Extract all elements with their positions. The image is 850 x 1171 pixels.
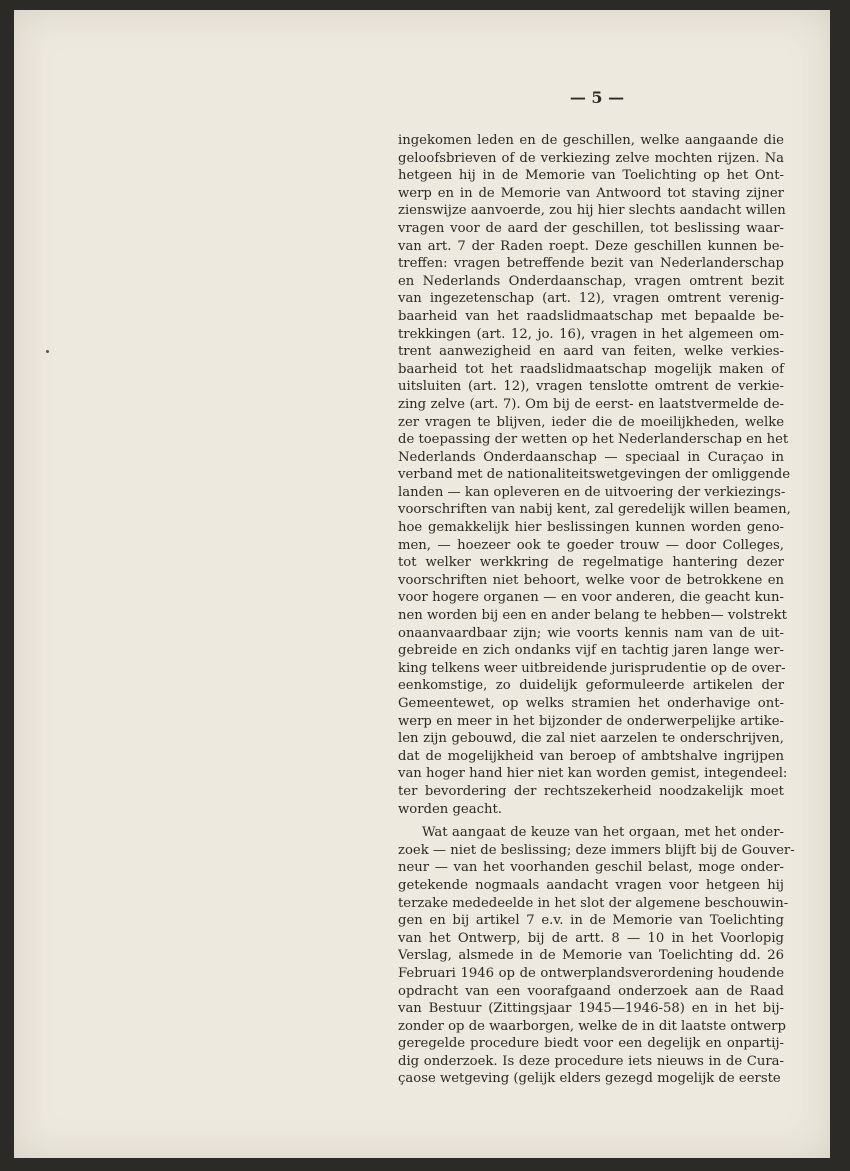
text-line: king telkens weer uitbreidende jurisprudentie op de over-: [398, 660, 786, 676]
body-text: [398, 132, 795, 1088]
text-line: van hoger hand hier niet kan worden gemist, integendeel:: [398, 766, 788, 782]
text-line: gebreide en zich ondanks vijf en tachtig jaren lange wer-: [398, 643, 784, 659]
text-line: van art. 7 der Raden roept. Deze geschillen kunnen be-: [398, 238, 784, 254]
text-line: zoek — niet de beslissing; deze immers blijft bij de Gouver-: [398, 842, 795, 858]
text-line: çaose wetgeving (gelijk elders gezegd mogelijk de eerste: [398, 1071, 781, 1087]
text-line: neur — van het voorhanden geschil belast, moge onder-: [398, 860, 784, 876]
text-line: uitsluiten (art. 12), vragen tenslotte omtrent de verkie-: [398, 379, 784, 395]
margin-dot: [46, 350, 49, 353]
text-line: zing zelve (art. 7). Om bij de eerst- en laatstvermelde de-: [398, 396, 784, 412]
text-line: eenkomstige, zo duidelijk geformuleerde artikelen der: [398, 678, 784, 694]
text-line: voor hogere organen — en voor anderen, die geacht kun-: [398, 590, 784, 606]
text-line: trekkingen (art. 12, jo. 16), vragen in het algemeen om-: [398, 326, 784, 342]
text-line: van ingezetenschap (art. 12), vragen omtrent verenig-: [398, 291, 784, 307]
text-line: werp en meer in het bijzonder de onderwerpelijke artike-: [398, 713, 784, 729]
text-line: opdracht van een voorafgaand onderzoek aan de Raad: [398, 983, 784, 999]
text-line: men, — hoezeer ook te goeder trouw — door Colleges,: [398, 537, 784, 553]
text-line: landen — kan opleveren en de uitvoering der verkiezings-: [398, 484, 786, 500]
text-line: voorschriften niet behoort, welke voor de betrokkene en: [398, 572, 784, 588]
text-line: onaanvaardbaar zijn; wie voorts kennis nam van de uit-: [398, 625, 784, 641]
text-line: verband met de nationaliteitswetgevingen der omliggende: [398, 467, 790, 483]
text-line: terzake mededeelde in het slot der algemene beschouwin-: [398, 895, 789, 911]
text-line: geloofsbrieven of de verkiezing zelve mochten rijzen. Na: [398, 150, 784, 166]
text-line: voorschriften van nabij kent, zal geredelijk willen beamen,: [398, 502, 791, 518]
text-line: dig onderzoek. Is deze procedure iets nieuws in de Cura-: [398, 1053, 784, 1069]
text-line: en Nederlands Onderdaanschap, vragen omtrent bezit: [398, 273, 784, 289]
text-line: nen worden bij een en ander belang te hebben— volstrekt: [398, 608, 787, 624]
text-line: tot welker werkkring de regelmatige hantering dezer: [398, 555, 784, 571]
text-line: treffen: vragen betreffende bezit van Nederlanderschap: [398, 256, 784, 272]
text-line: vragen voor de aard der geschillen, tot beslissing waar-: [398, 220, 784, 236]
text-line: zonder op de waarborgen, welke de in dit laatste ontwerp: [398, 1018, 786, 1034]
text-line: de toepassing der wetten op het Nederlanderschap en het: [398, 432, 789, 448]
text-line: hetgeen hij in de Memorie van Toelichting op het Ont-: [398, 168, 784, 184]
text-line: zer vragen te blijven, ieder die de moeilijkheden, welke: [398, 414, 784, 430]
text-line: Verslag, alsmede in de Memorie van Toelichting dd. 26: [398, 948, 784, 964]
text-line: ingekomen leden en de geschillen, welke aangaande die: [398, 133, 784, 148]
text-line: werp en in de Memorie van Antwoord tot staving zijner: [398, 185, 784, 201]
text-line: zienswijze aanvoerde, zou hij hier slechts aandacht willen: [398, 203, 786, 219]
text-line: trent aanwezigheid en aard van feiten, welke verkies-: [398, 344, 784, 360]
text-line: ter bevordering der rechtszekerheid noodzakelijk moet: [398, 783, 784, 799]
text-line: baarheid tot het raadslidmaatschap mogelijk maken of: [398, 361, 784, 377]
paragraph-2: [398, 824, 795, 1088]
page-number: — 5 —: [569, 88, 625, 107]
text-line: geregelde procedure biedt voor een degelijk en onpartij-: [398, 1036, 784, 1052]
text-line: len zijn gebouwd, die zal niet aarzelen te onderschrijven,: [398, 731, 784, 747]
text-line: gen en bij artikel 7 e.v. in de Memorie van Toelichting: [398, 913, 784, 929]
text-line: Wat aangaat de keuze van het orgaan, met het onder-: [422, 825, 784, 841]
text-line: getekende nogmaals aandacht vragen voor hetgeen hij: [398, 877, 784, 893]
text-line: baarheid van het raadslidmaatschap met bepaalde be-: [398, 308, 784, 324]
text-line: Gemeentewet, op welks stramien het onderhavige ont-: [398, 696, 784, 711]
text-line: Nederlands Onderdaanschap — speciaal in Curaçao in: [398, 449, 784, 465]
text-line: hoe gemakkelijk hier beslissingen kunnen worden geno-: [398, 520, 784, 536]
document-page: [14, 10, 830, 1158]
text-line: van Bestuur (Zittingsjaar 1945—1946-58) en in het bij-: [398, 1001, 784, 1017]
text-line: Februari 1946 op de ontwerplandsverordening houdende: [398, 965, 784, 981]
text-line: worden geacht.: [398, 801, 502, 817]
text-line: dat de mogelijkheid van beroep of ambtshalve ingrijpen: [398, 748, 784, 764]
text-line: van het Ontwerp, bij de artt. 8 — 10 in het Voorlopig: [398, 930, 784, 946]
paragraph-1: [398, 132, 791, 818]
